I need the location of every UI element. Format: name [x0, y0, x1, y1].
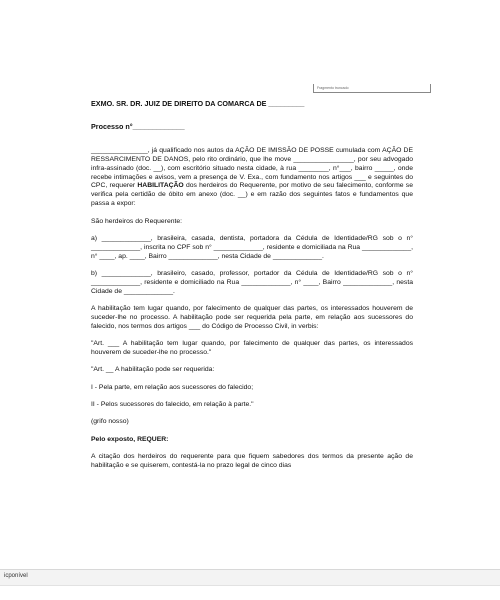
paragraph-citation: A citação dos herdeiros do requerente para que fiquem sabedores dos termos da presente ação de habilitação e se quiserem, contestá-la no prazo legal de cinco dias: [91, 452, 413, 469]
paragraph-intro-text-b: dos herdeiros do Requerente, por motivo de seu falecimento, conforme se verifica pela certidão de óbito em anexo (doc. __) e em razão dos seguintes fatos e fundamentos que passa a expor:: [91, 182, 413, 208]
paragraph-intro: [91, 147, 413, 209]
paragraph-heir-b: b) _____________, brasileiro, casado, professor, portador da Cédula de Identidade/RG sob o n° _____________, residente e domiciliado na Rua _____________, n° ____, Bairro _____________, nesta Cidade de _____________.: [91, 269, 413, 295]
bottom-status-label: icponível: [4, 573, 28, 579]
document-title: EXMO. SR. DR. JUIZ DE DIREITO DA COMARCA DE _________: [91, 99, 305, 108]
paragraph-grifo: (grifo nosso): [91, 418, 129, 426]
document-body: [91, 100, 413, 479]
process-number: Processo n°_____________: [91, 121, 185, 131]
header-box: Fragmento truncado: [313, 84, 431, 93]
paragraph-heirs-heading: São herdeiros do Requerente:: [91, 217, 183, 225]
paragraph-habilitation: A habilitação tem lugar quando, por falecimento de qualquer das partes, os interessados houverem de suceder-lhe no processo. A habilitação pode ser requerida pela parte, em relação aos sucessores do falecido, nos termos dos artigos ___ do Código de Processo Civil, in verbis:: [91, 305, 413, 330]
paragraph-quote-4: II - Pelos sucessores do falecido, em relação à parte.": [91, 400, 254, 408]
paragraph-intro-bold: HABILITAÇÃO: [137, 182, 184, 190]
paragraph-intro-text-a: _______________, já qualificado nos autos da AÇÃO DE IMISSÃO DE POSSE cumulada com AÇÃO DE RESSARCIMENTO DE DANOS, pelo rito ordinário, que lhe move ________________, por seu advogado infra-assinado (doc. __), com escritório situado nesta cidade, à rua ________, n°___, bairro _____, onde recebe intimações e avisos, vem a presença de V. Exa., com fundamento nos artigos ___ e seguintes do CPC, requerer: [91, 146, 413, 190]
bottom-status-bar: [0, 569, 500, 586]
paragraph-quote-2: "Art. __ A habilitação pode ser requerida:: [91, 366, 215, 374]
paragraph-heir-a: a) _____________, brasileira, casada, dentista, portadora da Cédula de Identidade/RG sob o n° _____________, inscrita no CPF sob n° _____________, residente e domiciliada na Rua _____________, n° ____, ap. ____, Bairro _____________, nesta Cidade de _____________.: [91, 234, 413, 260]
paragraph-request-heading: Pelo exposto, REQUER:: [91, 435, 169, 443]
paragraph-quote-1: "Art. ___ A habilitação tem lugar quando, por falecimento de qualquer das partes, os interessados houverem de suceder-lhe no processo.": [91, 340, 413, 357]
paragraph-quote-3: I - Pela parte, em relação aos sucessores do falecido;: [91, 383, 254, 391]
